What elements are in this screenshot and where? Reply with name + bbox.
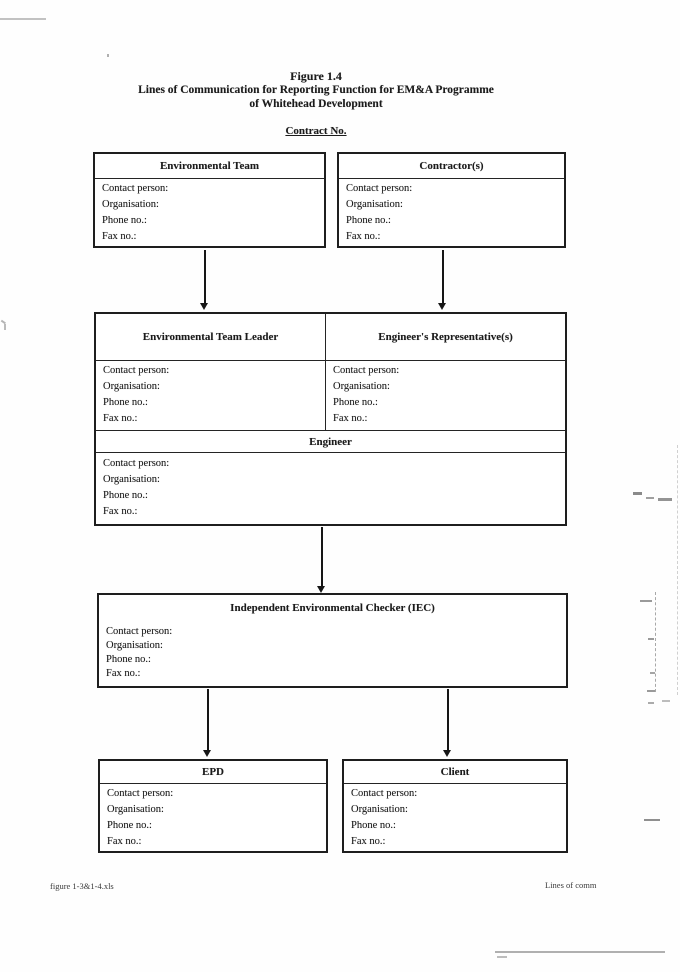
environmental-team-title: Environmental Team bbox=[95, 154, 324, 179]
field-phone-no: Phone no.: bbox=[103, 397, 148, 408]
etl-er-row bbox=[96, 314, 565, 430]
contact-fields bbox=[95, 179, 324, 245]
field-fax-no: Fax no.: bbox=[102, 231, 137, 242]
scan-artifact bbox=[650, 672, 655, 674]
field-phone-no: Phone no.: bbox=[351, 820, 396, 831]
contact-fields bbox=[339, 179, 564, 245]
field-phone-no: Phone no.: bbox=[106, 654, 151, 665]
field-fax-no: Fax no.: bbox=[103, 506, 138, 517]
scan-artifact bbox=[644, 819, 660, 821]
field-contact-person: Contact person: bbox=[106, 626, 173, 637]
field-organisation: Organisation: bbox=[106, 640, 163, 651]
iec-box bbox=[97, 593, 568, 688]
etl-er-engineer-box bbox=[94, 312, 567, 526]
field-fax-no: Fax no.: bbox=[106, 668, 141, 679]
field-fax-no: Fax no.: bbox=[333, 413, 368, 424]
scan-artifact bbox=[662, 700, 670, 702]
scan-artifact bbox=[640, 600, 652, 602]
contact-fields bbox=[326, 361, 565, 427]
field-contact-person: Contact person: bbox=[107, 788, 174, 799]
field-fax-no: Fax no.: bbox=[346, 231, 381, 242]
scan-artifact bbox=[107, 54, 109, 57]
contact-fields bbox=[96, 453, 565, 520]
client-title: Client bbox=[344, 761, 566, 784]
field-phone-no: Phone no.: bbox=[333, 397, 378, 408]
field-contact-person: Contact person: bbox=[351, 788, 418, 799]
field-contact-person: Contact person: bbox=[333, 365, 400, 376]
field-phone-no: Phone no.: bbox=[102, 215, 147, 226]
scan-artifact bbox=[647, 690, 655, 692]
scan-artifact bbox=[648, 638, 654, 640]
contractors-title: Contractor(s) bbox=[339, 154, 564, 179]
epd-box bbox=[98, 759, 328, 853]
scan-artifact bbox=[495, 951, 665, 953]
scan-artifact bbox=[655, 592, 656, 692]
field-fax-no: Fax no.: bbox=[103, 413, 138, 424]
scan-artifact bbox=[0, 18, 46, 20]
footer-right-text: Lines of comm bbox=[545, 880, 597, 890]
scan-artifact bbox=[646, 497, 654, 499]
scan-artifact bbox=[658, 498, 672, 501]
contact-fields bbox=[96, 361, 325, 427]
field-contact-person: Contact person: bbox=[102, 183, 169, 194]
field-organisation: Organisation: bbox=[346, 199, 403, 210]
field-contact-person: Contact person: bbox=[346, 183, 413, 194]
contact-fields bbox=[344, 784, 566, 850]
field-phone-no: Phone no.: bbox=[346, 215, 391, 226]
contractors-box bbox=[337, 152, 566, 248]
field-organisation: Organisation: bbox=[103, 381, 160, 392]
figure-title-block bbox=[0, 69, 632, 111]
field-organisation: Organisation: bbox=[102, 199, 159, 210]
environmental-team-box bbox=[93, 152, 326, 248]
field-phone-no: Phone no.: bbox=[107, 820, 152, 831]
scan-artifact bbox=[1, 320, 6, 324]
scan-artifact bbox=[497, 956, 507, 958]
client-box bbox=[342, 759, 568, 853]
field-organisation: Organisation: bbox=[107, 804, 164, 815]
field-contact-person: Contact person: bbox=[103, 365, 170, 376]
environmental-team-leader-cell bbox=[96, 314, 326, 430]
footer-filename: figure 1-3&1-4.xls bbox=[50, 881, 114, 891]
figure-title-line2: of Whitehead Development bbox=[249, 98, 383, 110]
scan-artifact bbox=[633, 492, 642, 495]
field-contact-person: Contact person: bbox=[103, 458, 170, 469]
field-organisation: Organisation: bbox=[333, 381, 390, 392]
scan-artifact bbox=[648, 702, 654, 704]
iec-title: Independent Environmental Checker (IEC) bbox=[230, 602, 435, 614]
scan-artifact bbox=[677, 445, 678, 695]
contract-no-label: Contract No. bbox=[285, 125, 347, 137]
epd-title: EPD bbox=[100, 761, 326, 784]
engineer-title: Engineer bbox=[96, 430, 565, 453]
environmental-team-leader-title: Environmental Team Leader bbox=[96, 314, 325, 361]
figure-title-line1: Lines of Communication for Reporting Function for EM&A Programme bbox=[138, 84, 494, 96]
scan-artifact bbox=[4, 324, 6, 330]
field-fax-no: Fax no.: bbox=[107, 836, 142, 847]
contact-fields bbox=[99, 621, 566, 681]
field-phone-no: Phone no.: bbox=[103, 490, 148, 501]
engineers-representatives-title: Engineer's Representative(s) bbox=[326, 314, 565, 361]
field-organisation: Organisation: bbox=[103, 474, 160, 485]
field-organisation: Organisation: bbox=[351, 804, 408, 815]
engineers-representatives-cell bbox=[326, 314, 565, 430]
field-fax-no: Fax no.: bbox=[351, 836, 386, 847]
contact-fields bbox=[100, 784, 326, 850]
figure-label: Figure 1.4 bbox=[290, 69, 342, 83]
